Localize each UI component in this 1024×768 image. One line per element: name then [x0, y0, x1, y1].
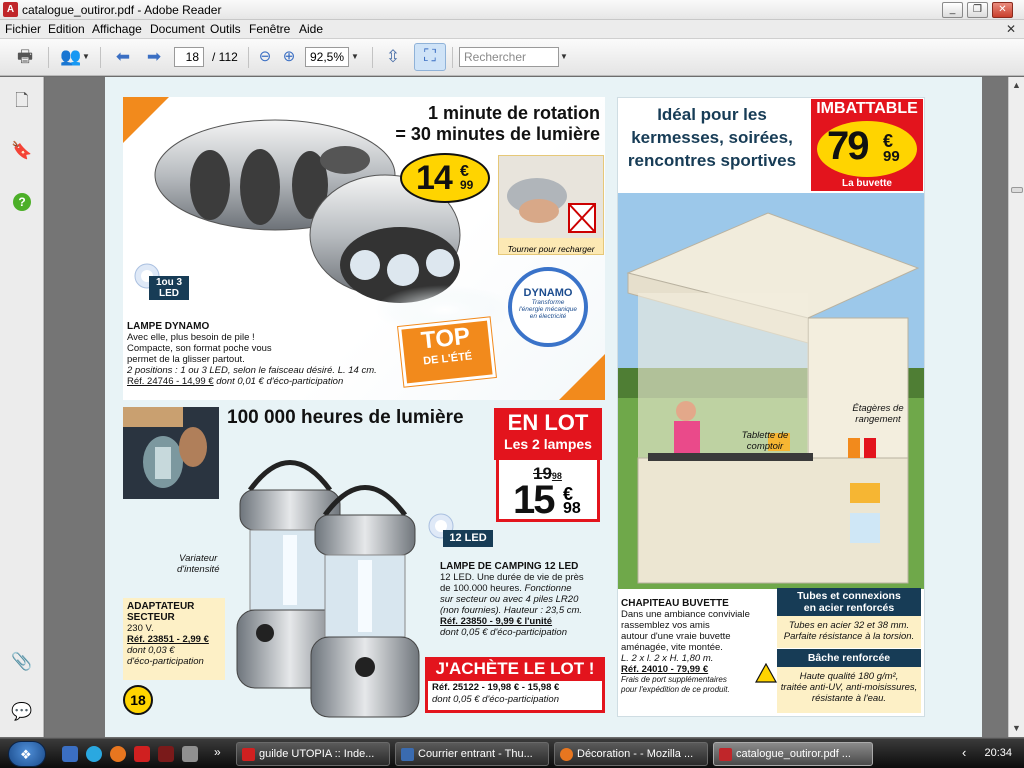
led-count-badge: 1ou 3 LED: [149, 276, 189, 300]
menu-fenetre[interactable]: Fenêtre: [249, 22, 291, 36]
buvette-price-currency: €: [883, 131, 894, 151]
imbattable-block: [811, 99, 923, 191]
buvette-headline-line: Idéal pour les: [657, 105, 767, 124]
adaptateur-eco: dont 0,03 €: [127, 645, 175, 656]
scroll-thumb[interactable]: [1011, 187, 1023, 193]
lampe-price-cents: 99: [460, 178, 474, 192]
pages-icon[interactable]: 🗋: [15, 91, 29, 110]
restore-button[interactable]: ❐: [967, 2, 988, 18]
document-viewport: [45, 77, 1008, 737]
tubes-text-line: Parfaite résistance à la torsion.: [783, 631, 915, 642]
camping-desc-line: 12 LED. Une durée de vie de près: [440, 572, 584, 583]
chapiteau-buvette-image: [618, 193, 924, 589]
etageres-label-line: Étagères de: [852, 403, 904, 414]
adobe-reader-icon: [719, 748, 732, 761]
buvette-desc-line: aménagée, vite montée.: [621, 642, 723, 653]
top-de-l-ete-badge: [398, 317, 496, 386]
lampe-price-currency: €: [460, 163, 469, 180]
zoom-input[interactable]: 92,5%: [305, 47, 349, 67]
menu-affichage[interactable]: Affichage: [92, 22, 142, 36]
menu-bar: [0, 20, 1024, 39]
lampe-eco: dont 0,01 € d'éco-participation: [216, 376, 344, 387]
lampe-headline-line1: 1 minute de rotation: [427, 103, 600, 123]
hand-cranking-image: [499, 156, 603, 238]
adaptateur-box: [123, 598, 225, 680]
quicklaunch-overflow[interactable]: »: [214, 745, 221, 759]
menu-fichier[interactable]: Fichier: [5, 22, 42, 36]
opera-icon: [242, 748, 255, 761]
opera-icon[interactable]: [134, 746, 150, 762]
etageres-label-line: rangement: [855, 414, 901, 425]
variateur-caption-line: d'intensité: [177, 564, 220, 575]
buvette-headline-line: rencontres sportives: [627, 151, 797, 170]
en-lot-banner: [494, 408, 602, 460]
bache-heading: Bâche renforcée: [777, 649, 921, 667]
dynamo-title: DYNAMO: [523, 287, 573, 299]
tubes-text-box: [777, 616, 921, 648]
buvette-headline: [617, 103, 807, 172]
menu-outils[interactable]: Outils: [210, 22, 241, 36]
zoom-dropdown-icon[interactable]: ▼: [351, 52, 359, 61]
lampe-price-badge: [400, 153, 490, 203]
toolbar: [0, 39, 1024, 76]
en-lot-title: EN LOT: [507, 410, 589, 435]
buvette-price-oval: [817, 121, 917, 177]
zoom-in-icon[interactable]: ⊕: [282, 48, 296, 65]
camping-ambient-photo: [123, 407, 219, 499]
show-desktop-icon[interactable]: [62, 746, 78, 762]
print-icon[interactable]: 🖶: [16, 47, 34, 66]
page-number-input[interactable]: 18: [174, 47, 204, 67]
fit-page-icon[interactable]: ⛶: [414, 43, 446, 71]
camping-desc-title: LAMPE DE CAMPING 12 LED: [440, 561, 579, 572]
close-button[interactable]: ✕: [992, 2, 1013, 18]
help-icon[interactable]: ?: [10, 189, 34, 213]
buvette-price-int: 79: [827, 124, 868, 168]
search-dropdown-icon[interactable]: ▼: [560, 52, 568, 61]
toolbar-separator: [372, 47, 373, 68]
tablette-label: [733, 430, 797, 452]
recharge-caption: Tourner pour recharger: [507, 244, 595, 254]
task-catalogue-pdf[interactable]: [713, 742, 873, 766]
buvette-desc-line: Dans une ambiance conviviale: [621, 609, 750, 620]
dynamo-badge: [508, 267, 588, 347]
buvette-description: [621, 598, 761, 695]
scroll-down-icon[interactable]: ▼: [1012, 723, 1021, 733]
toolbar-separator: [248, 47, 249, 68]
imbattable-label: IMBATTABLE: [816, 100, 918, 117]
j-achete-le-lot-title: J'ACHÈTE LE LOT !: [435, 659, 595, 678]
buvette-price-cents: 99: [883, 148, 900, 165]
fit-width-icon[interactable]: ⇳: [385, 47, 401, 66]
adaptateur-title: ADAPTATEUR: [127, 601, 195, 612]
minimize-button[interactable]: _: [942, 2, 963, 18]
camping-headline: 100 000 heures de lumière: [227, 407, 464, 428]
buvette-desc-line: autour d'une vraie buvette: [621, 631, 731, 642]
comments-icon[interactable]: 💬: [11, 702, 33, 721]
toolbar-separator: [100, 47, 101, 68]
new-price-currency: €: [563, 484, 574, 504]
camping-desc-line: de 100.000 heures.: [440, 583, 522, 594]
skype-icon[interactable]: [86, 746, 102, 762]
orange-corner-bottom: [559, 354, 605, 400]
old-price-cents: 98: [551, 471, 562, 481]
page-number-badge: 18: [123, 685, 153, 715]
variateur-caption-line: Variateur: [179, 553, 218, 564]
toolbar-separator: [452, 47, 453, 68]
attachments-icon[interactable]: 📎: [11, 652, 33, 671]
buvette-desc-title: CHAPITEAU BUVETTE: [621, 598, 729, 609]
lampe-headline-line2: = 30 minutes de lumière: [395, 124, 600, 144]
vertical-scrollbar[interactable]: [1008, 77, 1024, 737]
buvette-ref: Réf. 24010 - 79,99 €: [621, 664, 709, 675]
lampe-desc-line: permet de la glisser partout.: [127, 354, 245, 365]
pdf-page: [105, 77, 982, 737]
bache-text-line: traitée anti-UV, anti-moisissures,: [780, 682, 918, 693]
calculator-icon[interactable]: [182, 746, 198, 762]
adaptateur-description: [127, 601, 223, 667]
previous-page-icon[interactable]: ⬅: [115, 47, 131, 66]
title-bar: [0, 0, 1024, 20]
adaptateur-ref: Réf. 23851 - 2,99 €: [127, 634, 209, 645]
new-price-cents: 98: [563, 500, 581, 517]
buvette-note: Frais de port supplémentaires: [621, 675, 727, 684]
camping-desc-italic: Fonctionne: [524, 583, 572, 594]
clock[interactable]: 20:34: [984, 747, 1012, 759]
en-lot-price-box: [496, 460, 600, 522]
lampe-headline: [355, 103, 600, 145]
camping-desc-italic: sur secteur ou avec 4 piles LR20: [440, 594, 579, 605]
search-input[interactable]: Rechercher: [459, 47, 559, 67]
en-lot-subtitle: Les 2 lampes: [504, 436, 592, 452]
adaptateur-line: 230 V.: [127, 623, 154, 634]
lot-ref: Réf. 25122 - 19,98 € - 15,98 €: [432, 682, 560, 693]
lampe-desc-line: Compacte, son format poche vous: [127, 343, 272, 354]
close-document-icon[interactable]: ✕: [1005, 22, 1016, 36]
bache-text-box: [777, 667, 921, 713]
zoom-out-icon[interactable]: ⊖: [258, 48, 272, 65]
recharge-photo-frame: [498, 155, 604, 255]
task-label: Décoration - - Mozilla ...: [577, 748, 694, 760]
tubes-heading-line: Tubes et connexions: [797, 590, 901, 602]
firefox-icon: [560, 748, 573, 761]
lampe-price-int: 14: [416, 159, 452, 197]
bookmarks-icon[interactable]: 🔖: [11, 141, 33, 160]
toolbar-separator: [48, 47, 49, 68]
menu-aide[interactable]: Aide: [299, 22, 324, 36]
lot-ref-box: [428, 681, 602, 710]
buvette-price-caption: La buvette: [841, 178, 892, 189]
collaborate-icon[interactable]: 👥: [60, 47, 82, 66]
navigation-pane: [0, 77, 44, 737]
bache-text-line: Haute qualité 180 g/m²,: [799, 671, 899, 682]
buvette-headline-line: kermesses, soirées,: [631, 128, 793, 147]
firefox-icon[interactable]: [110, 746, 126, 762]
top-line1: TOP: [419, 322, 472, 355]
chevron-down-icon[interactable]: ▼: [82, 52, 90, 61]
tray-expand-icon[interactable]: ‹: [962, 745, 967, 760]
task-label: Courrier entrant - Thu...: [418, 748, 533, 760]
lampe-description: [127, 321, 397, 387]
adaptateur-title: SECTEUR: [127, 612, 175, 623]
task-label: catalogue_outiror.pdf ...: [736, 748, 851, 760]
taskbar: [0, 738, 1024, 768]
lampe-desc-italic: 2 positions : 1 ou 3 LED, selon le faisceau désiré. L. 14 cm.: [127, 365, 377, 376]
camping-lanterns-image: [225, 435, 440, 725]
adobe-reader-icon: A: [3, 2, 18, 17]
lot-eco: dont 0,05 € d'éco-participation: [432, 694, 559, 705]
thunderbird-icon: [401, 748, 414, 761]
buvette-note: pour l'expédition de ce produit.: [621, 685, 730, 694]
tablette-label-line: Tablette de: [741, 430, 789, 441]
led-count-badge: 12 LED: [443, 530, 493, 547]
lampe-desc-line: Avec elle, plus besoin de pile !: [127, 332, 255, 343]
warning-icon: [755, 663, 777, 683]
task-guilde-utopia[interactable]: [236, 742, 390, 766]
camping-eco: dont 0,05 € d'éco-participation: [440, 627, 567, 638]
dynamo-sub3: en électricité: [529, 313, 567, 320]
camping-description: [440, 561, 610, 638]
window-title: catalogue_outiror.pdf - Adobe Reader: [22, 3, 222, 17]
windows-logo-icon: ❖: [20, 747, 32, 762]
menu-document[interactable]: Document: [150, 22, 205, 36]
dynamo-sub2: l'énergie mécanique: [519, 306, 577, 313]
camping-desc-italic: (non fournies). Hauteur : 23,5 cm.: [440, 605, 583, 616]
task-decoration-mozilla[interactable]: [554, 742, 708, 766]
next-page-icon[interactable]: ➡: [146, 47, 162, 66]
tubes-heading: [777, 588, 921, 616]
etageres-label: [843, 403, 913, 425]
task-courrier-entrant[interactable]: [395, 742, 549, 766]
dynamo-sub1: Transforme: [531, 299, 565, 306]
old-price-int: 19: [533, 464, 552, 483]
scroll-up-icon[interactable]: ▲: [1012, 80, 1021, 90]
adaptateur-eco: d'éco-participation: [127, 656, 204, 667]
top-line2: DE L'ÉTÉ: [422, 350, 473, 368]
variateur-caption: [177, 553, 219, 575]
page-total: / 112: [212, 50, 238, 64]
buvette-desc-line: L. 2 x l. 2 x H. 1,80 m.: [621, 653, 714, 664]
buvette-desc-line: rassemblez vos amis: [621, 620, 710, 631]
j-achete-le-lot-box: [425, 657, 605, 713]
task-label: guilde UTOPIA :: Inde...: [259, 748, 375, 760]
bache-text-line: résistante à l'eau.: [811, 693, 887, 704]
lampe-ref: Réf. 24746 - 14,99 €: [127, 376, 214, 387]
game-icon[interactable]: [158, 746, 174, 762]
tablette-label-line: comptoir: [746, 441, 784, 452]
tubes-heading-line: en acier renforcés: [803, 602, 895, 614]
lampe-desc-title: LAMPE DYNAMO: [127, 321, 210, 332]
new-price-int: 15: [513, 478, 554, 522]
tubes-text-line: Tubes en acier 32 et 38 mm.: [788, 620, 910, 631]
menu-edition[interactable]: Edition: [48, 22, 85, 36]
camping-ref: Réf. 23850 - 9,99 € l'unité: [440, 616, 553, 627]
start-button[interactable]: [8, 741, 46, 767]
